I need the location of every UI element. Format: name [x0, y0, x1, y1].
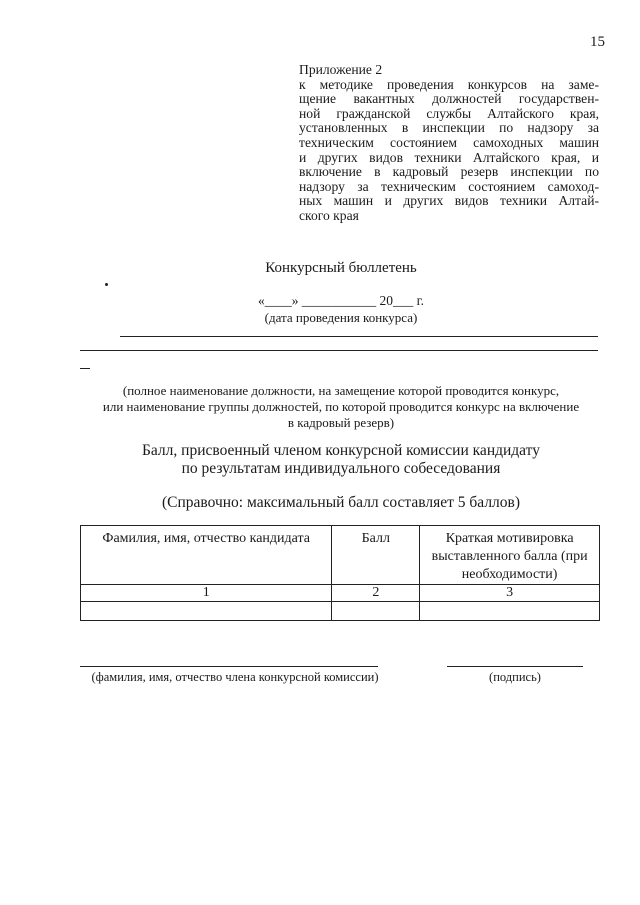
appendix-line: ского края: [299, 207, 359, 223]
document-title: Конкурсный бюллетень: [265, 260, 417, 276]
appendix-line: Приложение 2: [299, 62, 383, 77]
candidate-name-cell[interactable]: [81, 602, 332, 621]
table-row: [81, 602, 600, 621]
header-score: Балл: [332, 526, 420, 585]
score-caption-line: Балл, присвоенный членом конкурсной комиссии кандидату: [142, 442, 540, 459]
appendix-line: и других видов техники Алтайского края, и: [299, 149, 599, 165]
header-candidate-name: Фамилия, имя, отчество кандидата: [81, 526, 332, 585]
position-caption-line: или наименование группы должностей, по которой проводится конкурс на включение: [102, 399, 580, 414]
table-header-row: [81, 526, 600, 585]
appendix-line: техническим состоянием самоходных машин: [299, 134, 599, 150]
appendix-line: ной гражданской службы Алтайского края,: [299, 105, 599, 121]
page-number: 15: [590, 34, 605, 50]
position-caption-line: в кадровый резерв): [287, 415, 395, 430]
position-caption: [0, 383, 640, 431]
signature-line: [447, 666, 583, 667]
position-underline-short: [80, 368, 90, 369]
score-table: [80, 525, 600, 621]
score-caption-line: по результатам индивидуального собеседования: [181, 460, 501, 477]
member-name-line: [80, 666, 378, 667]
stray-dot: [105, 283, 108, 286]
date-caption: (дата проведения конкурса): [264, 310, 418, 325]
date-line: «____» ___________ 20___ г.: [257, 293, 424, 308]
appendix-line: к методике проведения конкурсов на заме-: [299, 76, 599, 92]
motivation-cell[interactable]: [420, 602, 600, 621]
position-underline: [80, 350, 598, 351]
appendix-line: щение вакантных должностей государствен-: [299, 91, 599, 107]
appendix-heading: [299, 63, 599, 224]
position-underline: [120, 336, 598, 337]
header-motivation: Краткая мотивировка выставленного балла (при необходимости): [420, 526, 600, 585]
signature-caption: (подпись): [489, 670, 541, 684]
column-number: 1: [81, 585, 332, 602]
member-name-caption: (фамилия, имя, отчество члена конкурсной комиссии): [91, 670, 379, 684]
column-number: 3: [420, 585, 600, 602]
appendix-line: надзору за техническим состоянием самоход-: [299, 178, 599, 194]
position-caption-line: (полное наименование должности, на замещение которой проводится конкурс,: [122, 383, 560, 398]
score-cell[interactable]: [332, 602, 420, 621]
column-number: 2: [332, 585, 420, 602]
appendix-line: включение в кадровый резерв инспекции по: [299, 164, 599, 180]
table-column-numbers-row: [81, 585, 600, 602]
score-caption: [0, 442, 640, 478]
max-score-note: (Справочно: максимальный балл составляет 5 баллов): [161, 494, 521, 511]
appendix-line: ных машин и других видов техники Алтай-: [299, 193, 599, 209]
appendix-line: установленных в инспекции по надзору за: [299, 120, 599, 136]
